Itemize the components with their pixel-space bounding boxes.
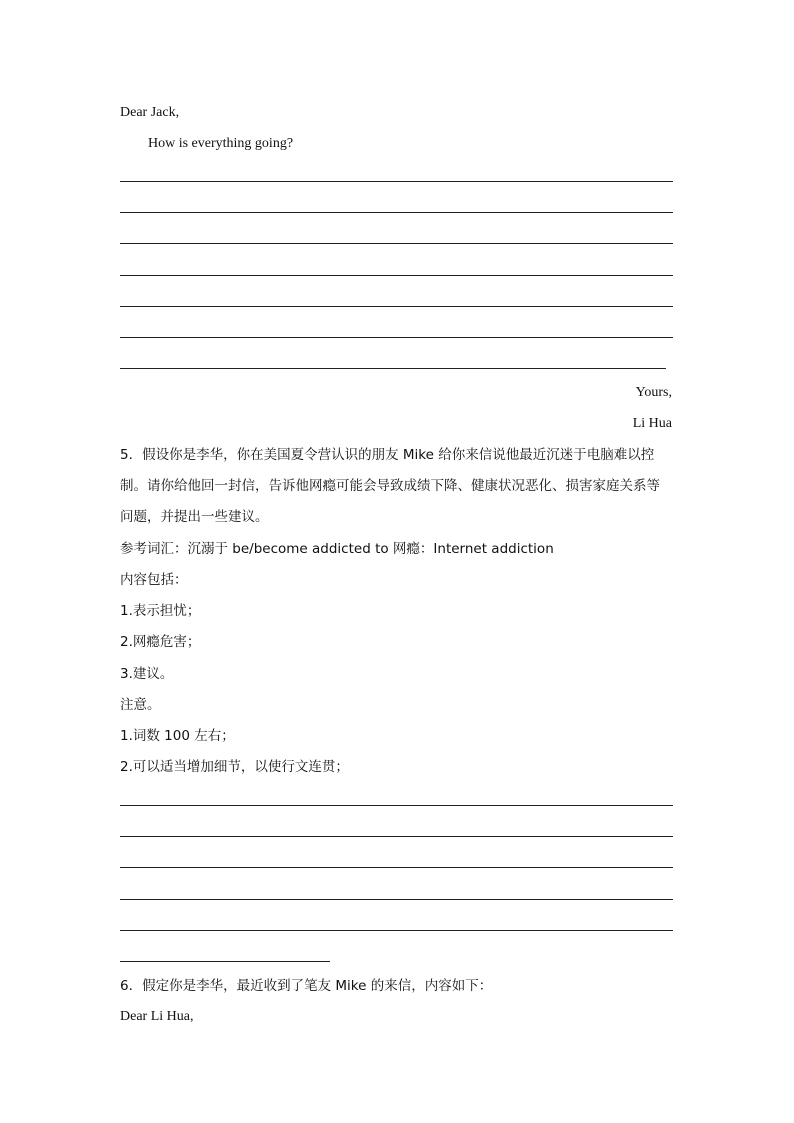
- question5-content-item: 3.建议。: [120, 666, 174, 682]
- letter1-salutation: Dear Jack,: [120, 105, 180, 120]
- letter1-signature: Li Hua: [632, 416, 672, 431]
- answer-line: [120, 212, 673, 213]
- answer-line: [120, 899, 673, 900]
- question5-content-item: 2.网瘾危害；: [120, 634, 201, 650]
- letter1-opening: How is everything going?: [148, 136, 294, 151]
- question5-content-item: 1.表示担忧；: [120, 603, 201, 619]
- question5-content-heading: 内容包括：: [120, 572, 188, 588]
- question5-note-item: 2.可以适当增加细节，以使行文连贯；: [120, 759, 349, 775]
- answer-line: [120, 368, 666, 369]
- answer-line: [120, 930, 673, 931]
- question5-notes-heading: 注意。: [120, 697, 161, 713]
- question5-prompt-line3: 问题，并提出一些建议。: [120, 509, 269, 525]
- question6-salutation: Dear Li Hua,: [120, 1009, 194, 1024]
- answer-line: [120, 961, 330, 962]
- question5-note-item: 1.词数 100 左右；: [120, 728, 235, 744]
- question5-vocab: 参考词汇：沉溺于 be/become addicted to 网瘾：Internet addiction: [120, 541, 554, 557]
- letter1-closing: Yours,: [635, 385, 672, 400]
- question5-prompt-line2: 制。请你给他回一封信，告诉他网瘾可能会导致成绩下降、健康状况恶化、损害家庭关系等: [120, 478, 660, 494]
- answer-line: [120, 836, 673, 837]
- answer-line: [120, 306, 673, 307]
- question6-prompt: 6．假定你是李华，最近收到了笔友 Mike 的来信，内容如下：: [120, 978, 493, 994]
- question5-prompt-line1: 5．假设你是李华，你在美国夏令营认识的朋友 Mike 给你来信说他最近沉迷于电脑难以控: [120, 447, 655, 463]
- answer-line: [120, 337, 673, 338]
- answer-line: [120, 805, 673, 806]
- answer-line: [120, 275, 673, 276]
- answer-line: [120, 867, 673, 868]
- answer-line: [120, 181, 673, 182]
- answer-line: [120, 243, 673, 244]
